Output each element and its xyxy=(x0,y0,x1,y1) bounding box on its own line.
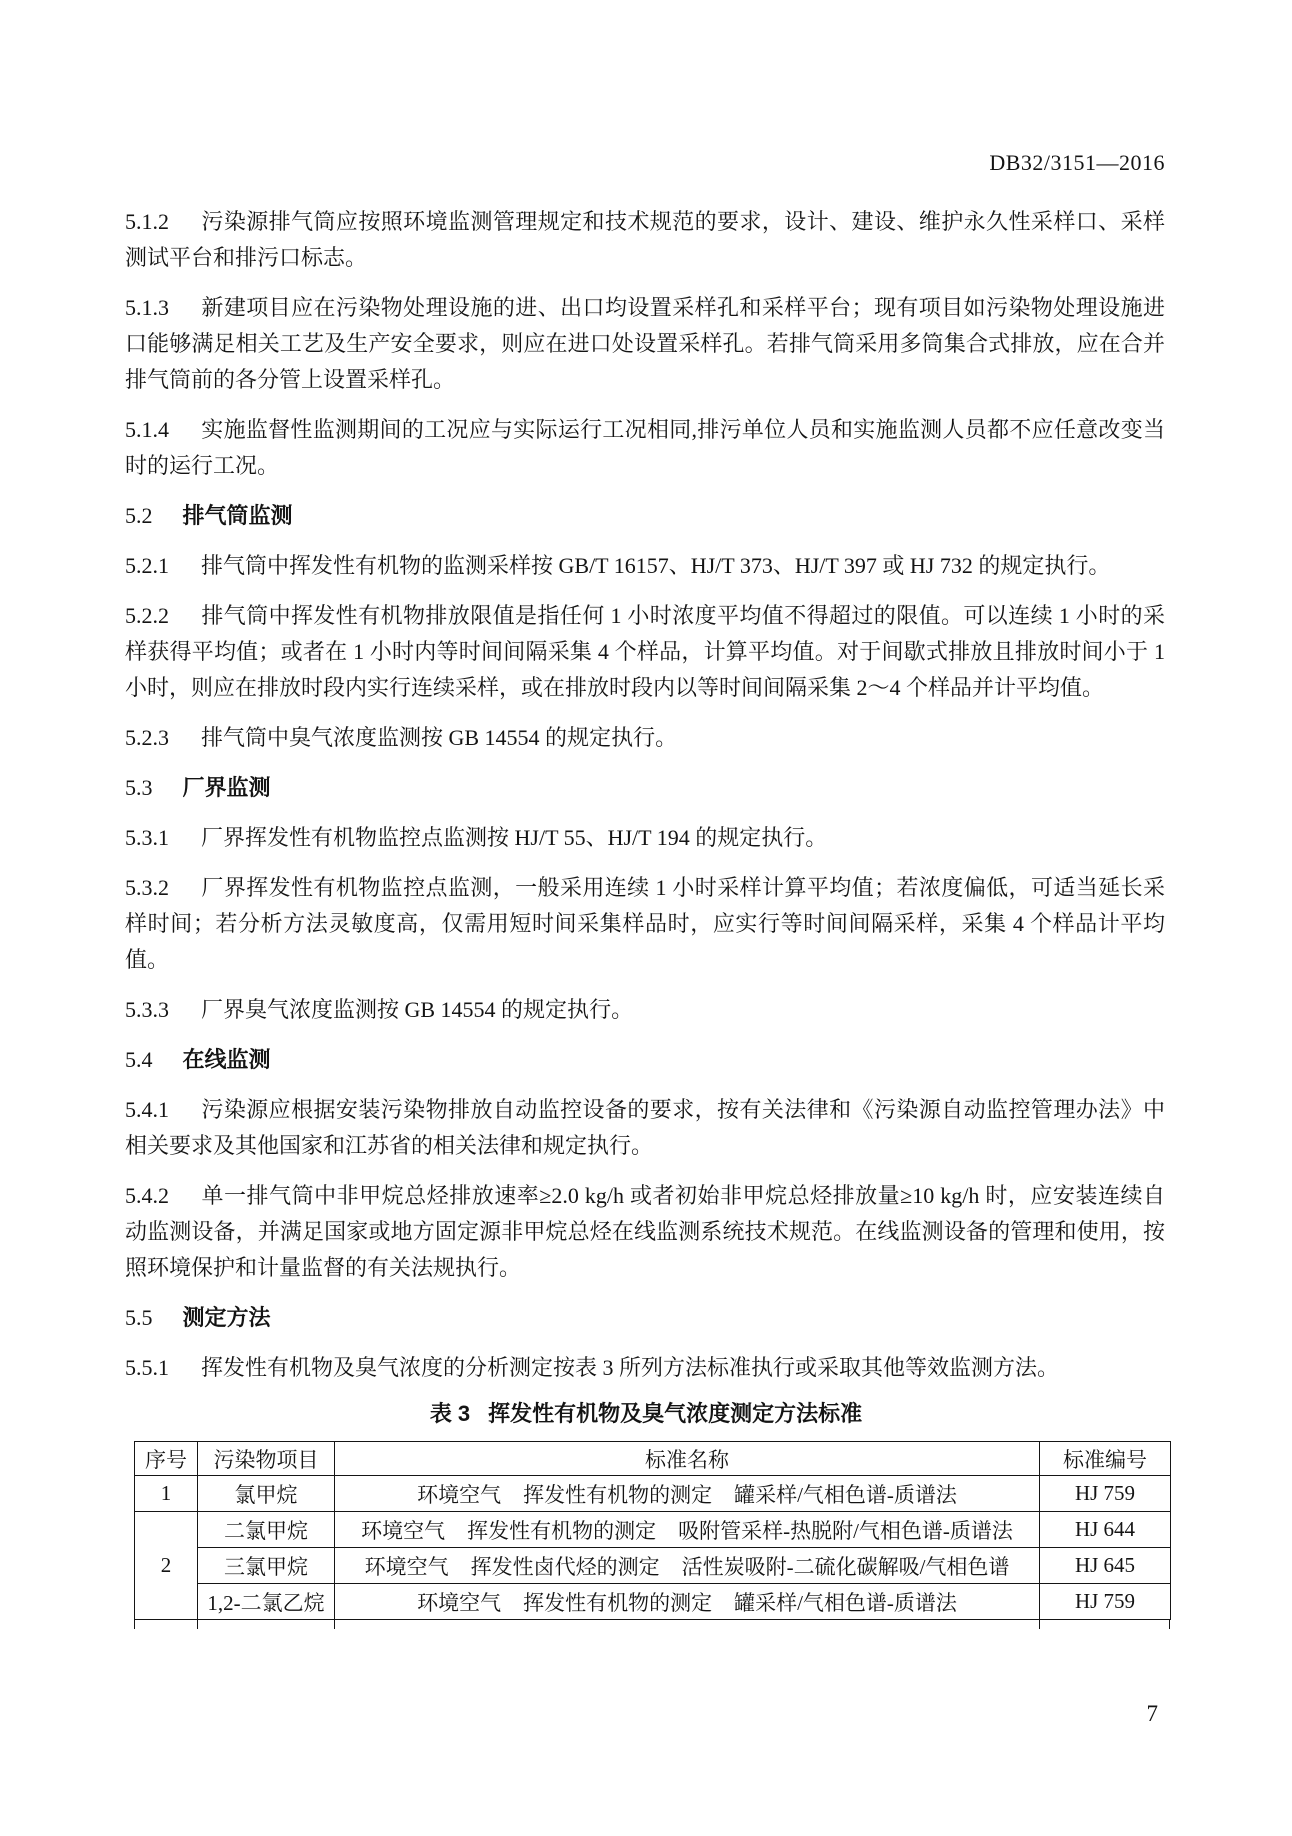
section-title: 排气筒监测 xyxy=(182,503,293,528)
standard-name-part: 挥发性有机物的测定 xyxy=(523,1482,713,1507)
clause-paragraph xyxy=(125,720,1165,756)
column-header-standard-code: 标准编号 xyxy=(1040,1442,1171,1476)
clause-number: 5.2.1 xyxy=(125,553,169,578)
clause-number: 5.3.2 xyxy=(125,875,169,900)
section-title: 测定方法 xyxy=(182,1305,271,1330)
clause-text: 排气筒中挥发性有机物排放限值是指任何 1 小时浓度平均值不得超过的限值。可以连续 1 小时的采样获得平均值；或者在 1 小时内等时间间隔采集 4 个样品，计算平均值。对于间歇式排放且排放时间小于 1 小时，则应在排放时段内实行连续采样，或在排放时段内以等时间间隔采集 2～4 个样品并计平均值。 xyxy=(125,603,1165,700)
section-title: 厂界监测 xyxy=(182,775,271,800)
cell-standard-name xyxy=(335,1476,1040,1512)
standard-name-part: 挥发性有机物的测定 xyxy=(467,1518,657,1543)
clause-paragraph xyxy=(125,548,1165,584)
clause-text: 厂界挥发性有机物监控点监测，一般采用连续 1 小时采样计算平均值；若浓度偏低，可适当延长采样时间；若分析方法灵敏度高，仅需用短时间采集样品时，应实行等时间间隔采样，采集 4 个样品计平均值。 xyxy=(125,875,1165,972)
clause-text: 污染源排气筒应按照环境监测管理规定和技术规范的要求，设计、建设、维护永久性采样口、采样测试平台和排污口标志。 xyxy=(125,209,1165,270)
section-title: 在线监测 xyxy=(182,1047,271,1072)
clause-paragraph xyxy=(125,412,1165,484)
page-number: 7 xyxy=(1146,1701,1158,1726)
standard-name-part: 吸附管采样-热脱附/气相色谱-质谱法 xyxy=(678,1518,1013,1543)
standard-name-part: 挥发性有机物的测定 xyxy=(523,1590,713,1615)
standard-name-part: 环境空气 xyxy=(364,1554,449,1579)
cell-standard-name xyxy=(335,1584,1040,1620)
cell-pollutant: 二氯甲烷 xyxy=(198,1512,335,1548)
clause-text: 单一排气筒中非甲烷总烃排放速率≥2.0 kg/h 或者初始非甲烷总烃排放量≥10 kg/h 时，应安装连续自动监测设备，并满足国家或地方固定源非甲烷总烃在线监测系统技术规范。在线监测设备的管理和使用，按照环境保护和计量监督的有关法规执行。 xyxy=(125,1183,1165,1280)
methods-table-body xyxy=(135,1476,1171,1620)
section-number: 5.4 xyxy=(125,1047,153,1072)
cell-standard-code: HJ 645 xyxy=(1040,1548,1171,1584)
cell-pollutant: 1,2-二氯乙烷 xyxy=(198,1584,335,1620)
methods-table-wrap xyxy=(134,1441,1170,1620)
cell-index: 1 xyxy=(135,1476,198,1512)
table-continuation-stub xyxy=(134,1620,135,1629)
cell-standard-name xyxy=(335,1548,1040,1584)
clause-number: 5.1.2 xyxy=(125,209,169,234)
column-header-pollutant: 污染物项目 xyxy=(198,1442,335,1476)
document-body xyxy=(125,176,1165,1386)
clause-number: 5.2.2 xyxy=(125,603,169,628)
standard-number-header: DB32/3151—2016 xyxy=(989,150,1165,175)
section-heading xyxy=(125,1300,1165,1336)
cell-standard-code: HJ 759 xyxy=(1040,1584,1171,1620)
cell-index: 2 xyxy=(135,1512,198,1620)
standard-name-part: 活性炭吸附-二硫化碳解吸/气相色谱 xyxy=(681,1554,1010,1579)
column-header-index: 序号 xyxy=(135,1442,198,1476)
table-caption-label: 表 3 xyxy=(429,1401,471,1426)
table-continuation-stub xyxy=(1039,1620,1040,1629)
clause-number: 5.3.1 xyxy=(125,825,169,850)
clause-number: 5.4.2 xyxy=(125,1183,169,1208)
clause-number: 5.5.1 xyxy=(125,1355,169,1380)
section-heading xyxy=(125,770,1165,806)
clause-paragraph xyxy=(125,1350,1165,1386)
cell-standard-code: HJ 644 xyxy=(1040,1512,1171,1548)
cell-pollutant: 三氯甲烷 xyxy=(198,1548,335,1584)
table-row xyxy=(135,1512,1171,1548)
table-continuation-stub xyxy=(334,1620,335,1629)
standard-name-part: 罐采样/气相色谱-质谱法 xyxy=(734,1590,957,1615)
clause-paragraph xyxy=(125,204,1165,276)
table-row xyxy=(135,1476,1171,1512)
table-caption xyxy=(0,1400,1292,1428)
clause-number: 5.3.3 xyxy=(125,997,169,1022)
column-header-standard-name: 标准名称 xyxy=(335,1442,1040,1476)
table-row xyxy=(135,1548,1171,1584)
clause-paragraph xyxy=(125,598,1165,706)
section-heading xyxy=(125,498,1165,534)
cell-standard-name xyxy=(335,1512,1040,1548)
section-number: 5.2 xyxy=(125,503,153,528)
clause-number: 5.1.4 xyxy=(125,417,169,442)
table-continuation-stub xyxy=(197,1620,198,1629)
clause-text: 实施监督性监测期间的工况应与实际运行工况相同,排污单位人员和实施监测人员都不应任意改变当时的运行工况。 xyxy=(125,417,1165,478)
clause-text: 污染源应根据安装污染物排放自动监控设备的要求，按有关法律和《污染源自动监控管理办法》中相关要求及其他国家和江苏省的相关法律和规定执行。 xyxy=(125,1097,1165,1158)
clause-number: 5.4.1 xyxy=(125,1097,169,1122)
clause-text: 新建项目应在污染物处理设施的进、出口均设置采样孔和采样平台；现有项目如污染物处理设施进口能够满足相关工艺及生产安全要求，则应在进口处设置采样孔。若排气筒采用多筒集合式排放，应在合并排气筒前的各分管上设置采样孔。 xyxy=(125,295,1165,392)
table-caption-title: 挥发性有机物及臭气浓度测定方法标准 xyxy=(488,1401,863,1426)
clause-paragraph xyxy=(125,870,1165,978)
table-continuation-stub xyxy=(1169,1620,1170,1629)
clause-text: 挥发性有机物及臭气浓度的分析测定按表 3 所列方法标准执行或采取其他等效监测方法。 xyxy=(201,1355,1060,1380)
clause-paragraph xyxy=(125,992,1165,1028)
standard-name-part: 挥发性卤代烃的测定 xyxy=(470,1554,660,1579)
clause-paragraph xyxy=(125,1092,1165,1164)
table-header-row xyxy=(135,1442,1171,1476)
table-row xyxy=(135,1584,1171,1620)
clause-text: 厂界臭气浓度监测按 GB 14554 的规定执行。 xyxy=(201,997,634,1022)
section-heading xyxy=(125,1042,1165,1078)
standard-name-part: 罐采样/气相色谱-质谱法 xyxy=(734,1482,957,1507)
clause-paragraph xyxy=(125,290,1165,398)
table-section xyxy=(125,1441,1165,1620)
methods-table xyxy=(134,1441,1171,1620)
clause-number: 5.2.3 xyxy=(125,725,169,750)
clause-text: 排气筒中臭气浓度监测按 GB 14554 的规定执行。 xyxy=(201,725,678,750)
clause-text: 厂界挥发性有机物监控点监测按 HJ/T 55、HJ/T 194 的规定执行。 xyxy=(201,825,828,850)
section-number: 5.5 xyxy=(125,1305,153,1330)
clause-paragraph xyxy=(125,1178,1165,1286)
standard-name-part: 环境空气 xyxy=(361,1518,446,1543)
cell-standard-code: HJ 759 xyxy=(1040,1476,1171,1512)
clause-paragraph xyxy=(125,820,1165,856)
cell-pollutant: 氯甲烷 xyxy=(198,1476,335,1512)
clause-text: 排气筒中挥发性有机物的监测采样按 GB/T 16157、HJ/T 373、HJ/T 397 或 HJ 732 的规定执行。 xyxy=(201,553,1111,578)
section-number: 5.3 xyxy=(125,775,153,800)
clause-number: 5.1.3 xyxy=(125,295,169,320)
standard-name-part: 环境空气 xyxy=(417,1590,502,1615)
standard-name-part: 环境空气 xyxy=(417,1482,502,1507)
